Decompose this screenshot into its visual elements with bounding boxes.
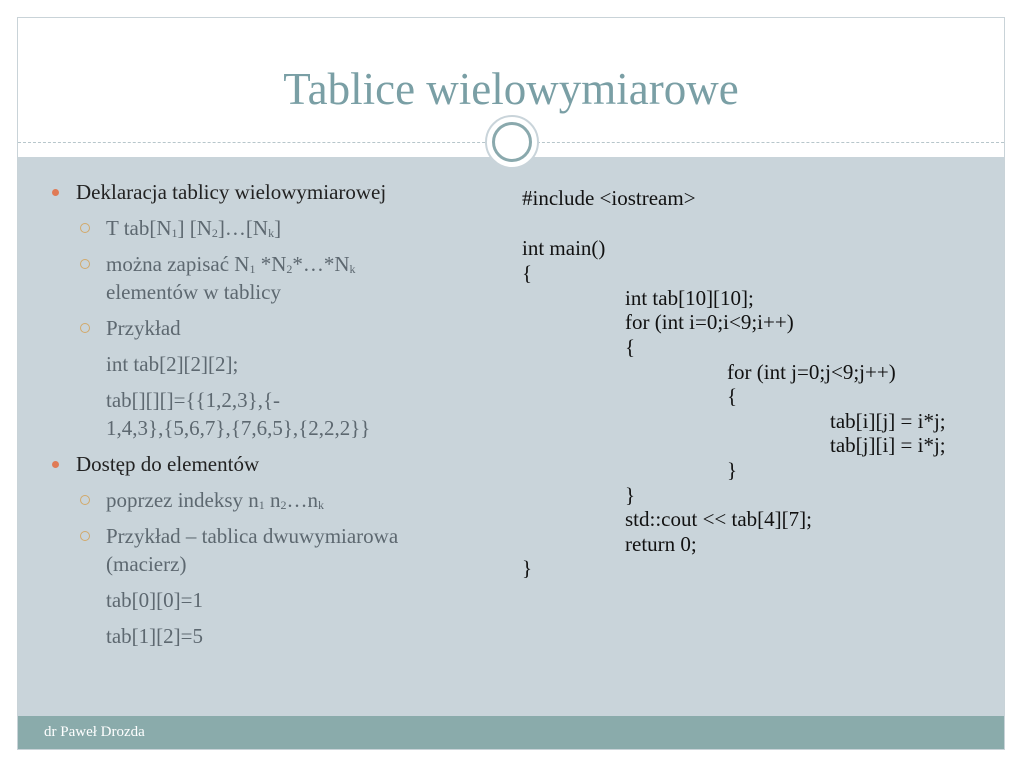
example-init [48, 386, 498, 442]
subscript: k [318, 498, 325, 512]
ring-bullet-icon [80, 259, 90, 269]
text: …n [286, 488, 319, 512]
text: Przykład [106, 316, 181, 340]
text: można zapisać N [106, 252, 250, 276]
code-line: } [727, 458, 738, 482]
sub-bullet-syntax [48, 214, 498, 242]
sub-bullet-count [48, 250, 498, 306]
subscript: 2 [286, 262, 293, 276]
text: ] [N [177, 216, 212, 240]
code-line: int tab[10][10]; [625, 286, 754, 310]
ring-bullet-icon [80, 531, 90, 541]
text: ] [274, 216, 282, 240]
code-line: int main() [522, 236, 606, 260]
bullet-declaration [48, 178, 498, 206]
ring-bullet-icon [80, 495, 90, 505]
example-line: tab[0][0]=1 [106, 588, 203, 612]
text: n [264, 488, 281, 512]
bullet-access [48, 450, 498, 478]
subscript: 2 [280, 498, 287, 512]
bullet-list [48, 178, 498, 658]
subscript: 2 [211, 226, 218, 240]
subscript: k [268, 226, 275, 240]
ornament-ring [492, 122, 532, 162]
code-line: } [522, 556, 533, 580]
bullet-text: Deklaracja tablicy wielowymiarowej [76, 180, 387, 204]
sub-bullet-matrix-example [48, 522, 498, 578]
code-line: } [625, 483, 636, 507]
ring-bullet-icon [80, 223, 90, 233]
text: elementów w tablicy [106, 280, 281, 304]
subscript: 1 [258, 498, 265, 512]
text: (macierz) [106, 552, 187, 576]
text: poprzez indeksy n [106, 488, 259, 512]
text: Przykład – tablica dwuwymiarowa [106, 524, 399, 548]
bullet-dot-icon [52, 189, 59, 196]
code-line: for (int i=0;i<9;i++) [625, 310, 794, 334]
subscript: k [349, 262, 356, 276]
text: *…*N [292, 252, 350, 276]
subscript: 1 [249, 262, 256, 276]
bullet-dot-icon [52, 461, 59, 468]
slide-title: Tablice wielowymiarowe [283, 64, 739, 114]
code-line: { [727, 384, 738, 408]
footer-author: dr Paweł Drozda [44, 724, 145, 740]
sub-bullet-indexes [48, 486, 498, 514]
footer-bar [18, 716, 1004, 749]
code-line: { [522, 261, 533, 285]
code-line: std::cout << tab[4][7]; [625, 507, 812, 531]
text: tab[][][]={{1,2,3},{- [106, 388, 281, 412]
subscript: 1 [171, 226, 178, 240]
example-line: tab[1][2]=5 [106, 624, 203, 648]
code-line: tab[j][i] = i*j; [830, 433, 946, 457]
text: T tab[N [106, 216, 172, 240]
code-line: { [625, 335, 636, 359]
example-line: int tab[2][2][2]; [106, 352, 239, 376]
ring-bullet-icon [80, 323, 90, 333]
text: 1,4,3},{5,6,7},{7,6,5},{2,2,2}} [106, 416, 371, 440]
code-line: return 0; [625, 532, 697, 556]
code-line: for (int j=0;j<9;j++) [727, 360, 896, 384]
code-line: tab[i][j] = i*j; [830, 409, 946, 433]
circle-ornament-icon [485, 115, 539, 169]
text: ]…[N [217, 216, 269, 240]
text: *N [255, 252, 287, 276]
sub-bullet-example [48, 314, 498, 342]
bullet-text: Dostęp do elementów [76, 452, 260, 476]
code-line: #include <iostream> [522, 186, 696, 210]
